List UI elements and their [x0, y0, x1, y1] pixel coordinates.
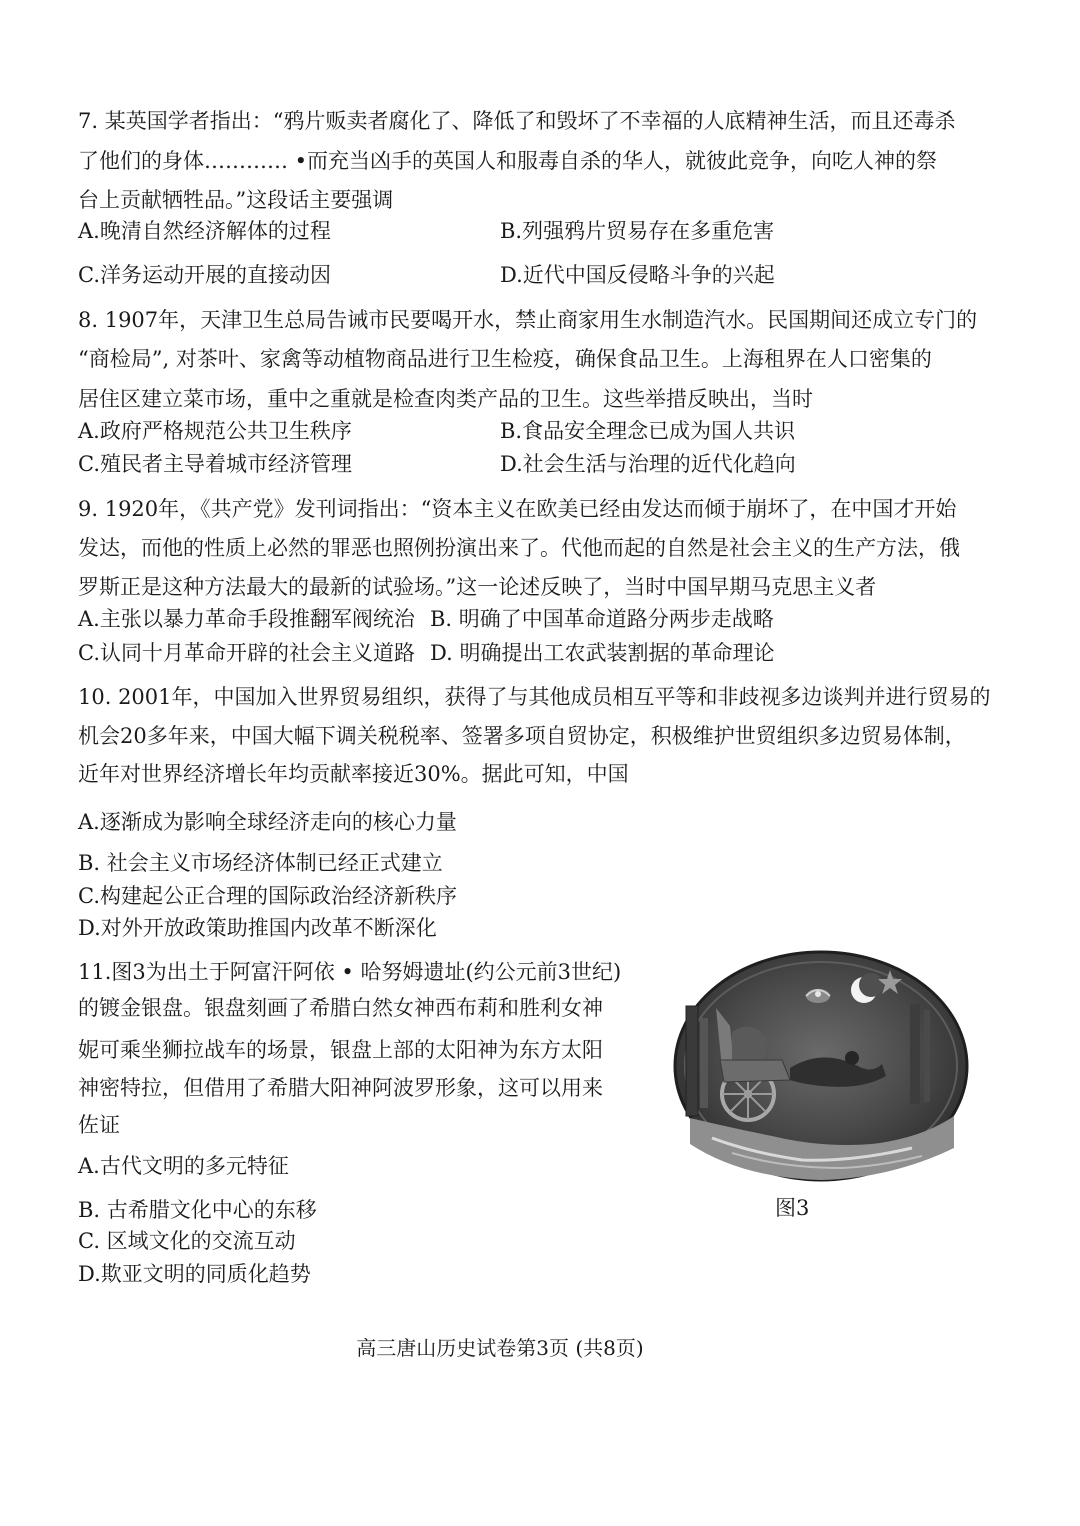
option-c: C. 区域文化的交流互动: [78, 1229, 296, 1253]
option-b: B. 社会主义市场经济体制已经正式建立: [78, 851, 443, 875]
question-stem-line: “商检局”, 对茶叶、家禽等动植物商品进行卫生检疫，确保食品卫生。上海租界在人口密集的: [78, 347, 932, 371]
option-a: A.晚清自然经济解体的过程: [78, 219, 331, 243]
option-b: B. 明确了中国革命道路分两步走战略: [430, 607, 774, 631]
question-stem-line: 7. 某英国学者指出：“鸦片贩卖者腐化了、降低了和毁坏了不幸福的人底精神生活，而且还毒杀: [78, 109, 956, 133]
option-d: D.近代中国反侵略斗争的兴起: [500, 263, 775, 287]
option-b: B.食品安全理念已成为国人共识: [500, 419, 796, 443]
question-stem-line: 9. 1920年，《共产党》发刊词指出：“资本主义在欧美已经由发达而倾于崩坏了，在中国才开始: [78, 497, 957, 521]
question-stem-line: 10. 2001年，中国加入世界贸易组织，获得了与其他成员相互平等和非歧视多边谈判并进行贸易的: [78, 685, 991, 709]
question-stem-line: 发达，而他的性质上必然的罪恶也照例扮演出来了。代他而起的自然是社会主义的生产方法，俄: [78, 536, 960, 560]
option-b: B. 古希腊文化中心的东移: [78, 1198, 317, 1222]
option-c: C.殖民者主导着城市经济管理: [78, 452, 352, 476]
question-stem-line: 神密特拉，但借用了希腊大阳神阿波罗形象，这可以用来: [78, 1076, 603, 1100]
option-a: A.主张以暴力革命手段推翻军阀统治: [78, 607, 415, 631]
option-a: A.逐渐成为影响全球经济走向的核心力量: [78, 810, 457, 834]
option-d: D.对外开放政策助推国内改革不断深化: [78, 916, 437, 940]
question-stem-line: 居住区建立菜市场，重中之重就是检查肉类产品的卫生。这些举措反映出，当时: [78, 387, 813, 411]
silver-plate-figure: [672, 948, 970, 1184]
option-d: D.欺亚文明的同质化趋势: [78, 1262, 311, 1286]
question-stem-line: 近年对世界经济增长年均贡献率接近30%。据此可知，中国: [78, 762, 629, 786]
page-footer: 高三唐山历史试卷第3页 (共8页): [356, 1336, 644, 1360]
question-stem-line: 罗斯正是这种方法最大的最新的试验场。”这一论述反映了，当时中国早期马克思主义者: [78, 575, 877, 599]
question-stem-line: 了他们的身体………… •而充当凶手的英国人和服毒自杀的华人，就彼此竞争，向吃人神的祭: [78, 149, 938, 173]
option-a: A.政府严格规范公共卫生秩序: [78, 419, 352, 443]
figure-caption: 图3: [775, 1196, 810, 1220]
question-stem-line: 机会20多年来，中国大幅下调关税税率、签署多项自贸协定，积极维护世贸组织多边贸易体制，: [78, 724, 966, 748]
option-c: C.认同十月革命开辟的社会主义道路: [78, 641, 415, 665]
question-stem-line: 的镀金银盘。银盘刻画了希腊白然女神西布莉和胜利女神: [78, 996, 603, 1020]
option-a: A.古代文明的多元特征: [78, 1154, 289, 1178]
option-c: C.洋务运动开展的直接动因: [78, 263, 331, 287]
option-d: D.社会生活与治理的近代化趋向: [500, 452, 796, 476]
question-stem-line: 8. 1907年，天津卫生总局告诫市民要喝开水，禁止商家用生水制造汽水。民国期间还成立专门的: [78, 308, 978, 332]
silver-plate-image: [672, 948, 970, 1184]
question-stem-line: 11.图3为出土于阿富汗阿依 • 哈努姆遗址(约公元前3世纪): [78, 960, 622, 984]
option-d: D. 明确提出工农武装割据的革命理论: [430, 641, 775, 665]
option-b: B.列强鸦片贸易存在多重危害: [500, 219, 775, 243]
question-stem-line: 台上贡献牺牲品。”这段话主要强调: [78, 188, 394, 212]
question-stem-line: 妮可乘坐狮拉战车的场景，银盘上部的太阳神为东方太阳: [78, 1038, 603, 1062]
question-stem-line: 佐证: [78, 1113, 120, 1137]
option-c: C.构建起公正合理的国际政治经济新秩序: [78, 884, 457, 908]
